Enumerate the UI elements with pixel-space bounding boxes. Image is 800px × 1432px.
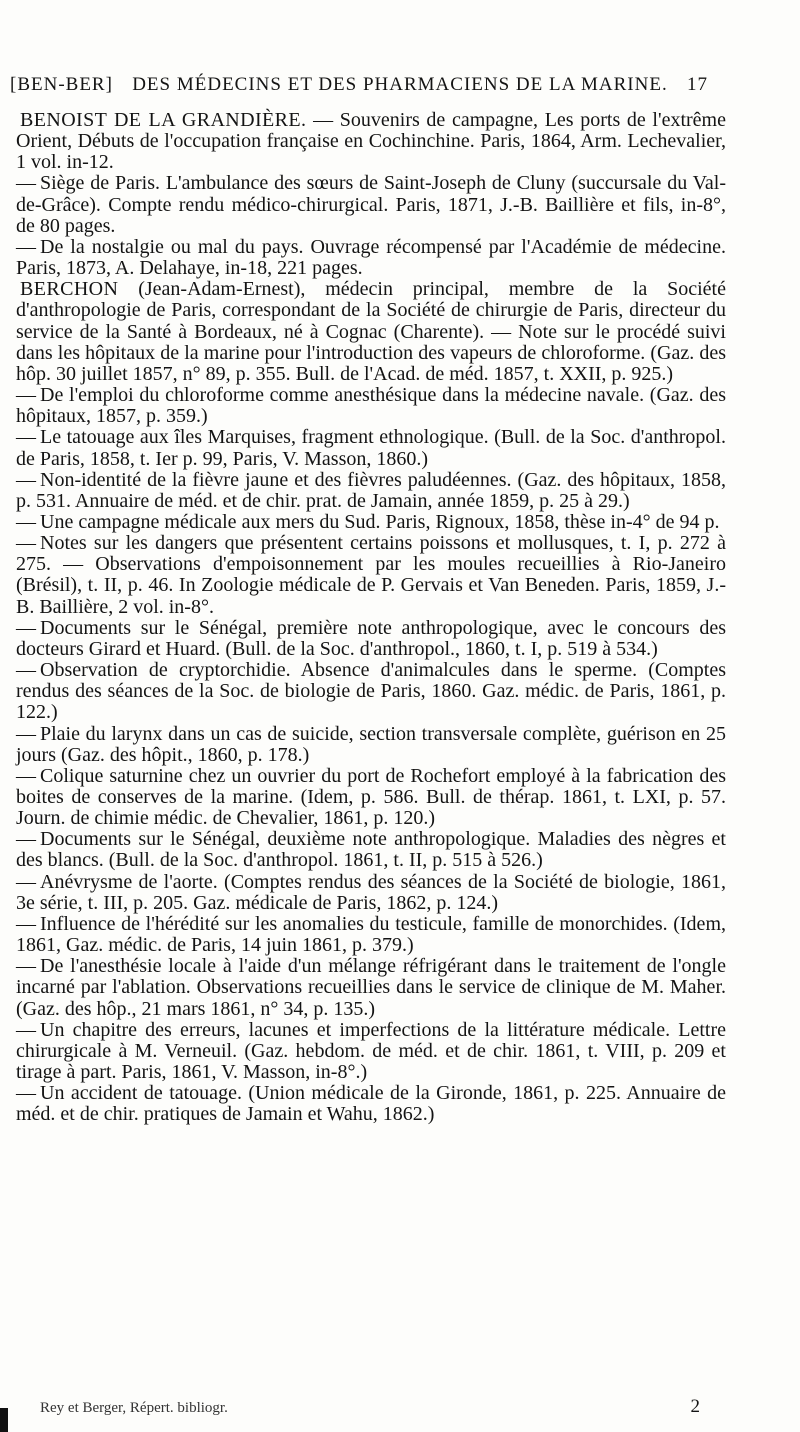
entry-text: Un chapitre des erreurs, lacunes et imperfections de la littérature médicale. Lettre chirurgicale à M. Verneuil. (Gaz. hebdom. de méd. et de chir. 1861, t. VIII, p. 209 et tirage à part. Paris, 1861, V. Masson, in-8°.) bbox=[16, 1018, 726, 1084]
entry-text: Une campagne médicale aux mers du Sud. Paris, Rignoux, 1858, thèse in-4° de 94 p. bbox=[40, 510, 720, 533]
bibliography-entry bbox=[16, 1083, 726, 1125]
entry-dash: — bbox=[16, 912, 36, 935]
entry-dash: — bbox=[16, 659, 36, 682]
entry-text: Observation de cryptorchidie. Absence d'animalcules dans le sperme. (Comptes rendus des séances de la Soc. de biologie de Paris, 1860. Gaz. médic. de Paris, 1861, p. 122.) bbox=[16, 659, 726, 724]
entry-text: Notes sur les dangers que présentent certains poissons et mollusques, t. I, p. 272 à 275. — Observations d'empoisonnement par les moules recueillies à Rio-Janeiro (Brésil), t. II, p. 46. In Zoologie médicale de P. Gervais et Van Beneden. Paris, 1859, J.-B. Baillière, 2 vol. in-8°. bbox=[16, 532, 726, 618]
running-header bbox=[10, 74, 708, 96]
entry-text: De l'emploi du chloroforme comme anesthésique dans la médecine navale. (Gaz. des hôpitaux, 1857, p. 359.) bbox=[16, 384, 726, 428]
footer-page-number: 2 bbox=[690, 1396, 700, 1417]
bibliography-entry bbox=[16, 660, 726, 723]
entry-text: Un accident de tatouage. (Union médicale de la Gironde, 1861, p. 225. Annuaire de méd. et de chir. pratiques de Jamain et Wahu, 1862.) bbox=[16, 1082, 726, 1126]
bibliography-entry bbox=[16, 427, 726, 469]
bibliography-entry bbox=[16, 173, 726, 236]
entry-dash: — bbox=[16, 1018, 36, 1041]
header-title: DES MÉDECINS ET DES PHARMACIENS DE LA MARINE. bbox=[132, 74, 668, 95]
bibliography-entry bbox=[16, 872, 726, 914]
entry-text: Siège de Paris. L'ambulance des sœurs de Saint-Joseph de Cluny (succursale du Val-de-Grâce). Compte rendu médico-chirurgical. Paris, 1871, J.-B. Baillière et fils, in-8°, de 80 pages. bbox=[16, 172, 726, 237]
entry-text: Non-identité de la fièvre jaune et des fièvres paludéennes. (Gaz. des hôpitaux, 1858, p. 531. Annuaire de méd. et de chir. prat. de Jamain, année 1859, p. 25 à 29.) bbox=[16, 468, 726, 512]
bibliography-entry bbox=[16, 279, 726, 385]
entry-text: Documents sur le Sénégal, deuxième note anthropologique. Maladies des nègres et des blancs. (Bull. de la Soc. d'anthropol. 1861, t. II, p. 515 à 526.) bbox=[16, 828, 726, 872]
entry-dash: — bbox=[16, 722, 36, 745]
bibliography-entry bbox=[16, 470, 726, 512]
bibliography-entry bbox=[16, 1020, 726, 1083]
header-page-number: 17 bbox=[687, 74, 708, 95]
entry-dash: — bbox=[16, 468, 36, 491]
entry-dash: — bbox=[16, 870, 36, 893]
bibliography-entry bbox=[16, 533, 726, 618]
bibliography-entry bbox=[16, 914, 726, 956]
bibliography-entry bbox=[16, 237, 726, 279]
entry-dash: — bbox=[16, 384, 36, 407]
entry-text: Anévrysme de l'aorte. (Comptes rendus des séances de la Société de biologie, 1861, 3e série, t. III, p. 205. Gaz. médicale de Paris, 1862, p. 124.) bbox=[16, 870, 726, 914]
bibliography-entry bbox=[16, 512, 726, 533]
scan-edge-mark bbox=[0, 1408, 8, 1432]
entry-text: Plaie du larynx dans un cas de suicide, section transversale complète, guérison en 25 jours (Gaz. des hôpit., 1860, p. 178.) bbox=[16, 722, 726, 766]
entry-text: (Jean-Adam-Ernest), médecin principal, membre de la Société d'anthropologie de Paris, correspondant de la Société de chirurgie de Paris, directeur du service de la Santé à Bordeaux, né à Cognac (Charente). — Note sur le procédé suivi dans les hôpitaux de la marine pour l'introduction des vapeurs de chloroforme. (Gaz. des hôp. 30 juillet 1857, n° 89, p. 355. Bull. de l'Acad. de méd. 1857, t. XXII, p. 925.) bbox=[16, 278, 726, 385]
entry-dash: — bbox=[16, 172, 36, 195]
bibliography-entry bbox=[16, 385, 726, 427]
entry-text: Le tatouage aux îles Marquises, fragment ethnologique. (Bull. de la Soc. d'anthropol. de Paris, 1858, t. Ier p. 99, Paris, V. Masson, 1860.) bbox=[16, 426, 726, 470]
author-name: BENOIST DE LA GRANDIÈRE. bbox=[20, 109, 307, 131]
bibliography-entry bbox=[16, 618, 726, 660]
entry-text: De l'anesthésie locale à l'aide d'un mélange réfrigérant dans le traitement de l'ongle incarné par l'ablation. Observations recueillies dans le service de clinique de M. Maher. (Gaz. des hôp., 21 mars 1861, n° 34, p. 135.) bbox=[16, 955, 726, 1020]
page-footer bbox=[40, 1396, 730, 1418]
bibliography-entry bbox=[16, 724, 726, 766]
bibliography-body bbox=[16, 110, 726, 1126]
bibliography-entry bbox=[16, 766, 726, 829]
entry-dash: — bbox=[16, 532, 36, 555]
entry-text: Documents sur le Sénégal, première note anthropologique, avec le concours des docteurs Girard et Huard. (Bull. de la Soc. d'anthropol., 1860, t. I, p. 519 à 534.) bbox=[16, 616, 726, 660]
entry-text: — Souvenirs de campagne, Les ports de l'extrême Orient, Débuts de l'occupation française en Cochinchine. Paris, 1864, Arm. Lechevalier, 1 vol. in-12. bbox=[16, 109, 726, 174]
entry-text: De la nostalgie ou mal du pays. Ouvrage récompensé par l'Académie de médecine. Paris, 1873, A. Delahaye, in-18, 221 pages. bbox=[16, 235, 726, 280]
entry-text: Influence de l'hérédité sur les anomalies du testicule, famille de monorchides. (Idem, 1861, Gaz. médic. de Paris, 14 juin 1861, p. 379.) bbox=[16, 912, 726, 957]
footer-signature: Rey et Berger, Répert. bibliogr. bbox=[40, 1400, 228, 1416]
entry-dash: — bbox=[16, 828, 36, 851]
entry-text: Colique saturnine chez un ouvrier du port de Rochefort employé à la fabrication des boites de conserves de la marine. (Idem, p. 586. Bull. de thérap. 1861, t. LXI, p. 57. Journ. de chimie médic. de Chevalier, 1861, p. 120.) bbox=[16, 764, 726, 830]
entry-dash: — bbox=[16, 426, 36, 449]
entry-dash: — bbox=[16, 510, 36, 533]
entry-dash: — bbox=[16, 955, 36, 978]
entry-dash: — bbox=[16, 616, 36, 639]
bibliography-entry bbox=[16, 110, 726, 173]
author-name: BERCHON bbox=[20, 278, 119, 301]
entry-dash: — bbox=[16, 235, 36, 258]
entry-dash: — bbox=[16, 1082, 36, 1105]
header-range: [BEN-BER] bbox=[10, 74, 113, 95]
entry-dash: — bbox=[16, 764, 36, 787]
bibliography-entry bbox=[16, 956, 726, 1019]
bibliography-entry bbox=[16, 829, 726, 871]
